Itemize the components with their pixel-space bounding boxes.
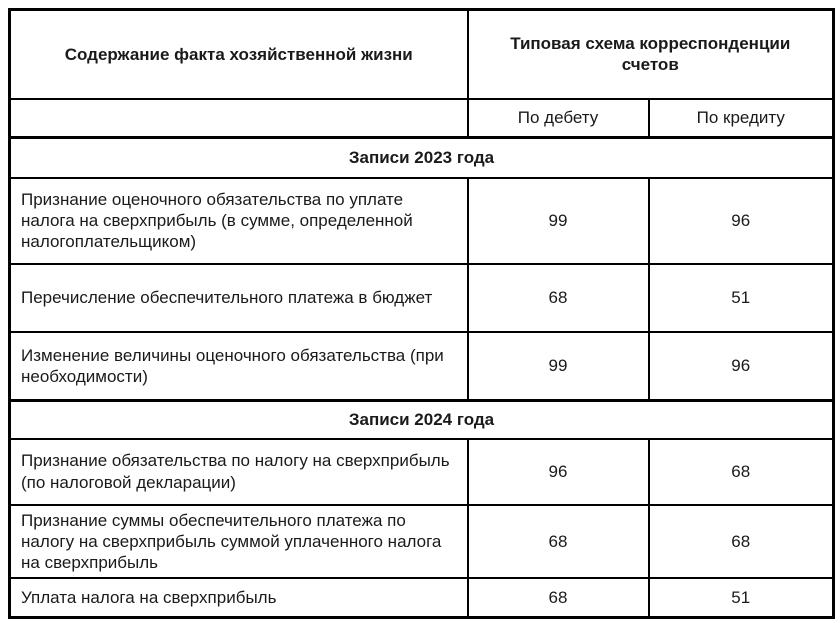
credit-cell: 96 (649, 178, 834, 264)
description-cell: Признание обязательства по налогу на сверхприбыль (по налоговой декларации) (10, 439, 468, 505)
debit-cell: 68 (468, 264, 649, 332)
header-cell-credit: По кредиту (649, 99, 834, 138)
credit-cell: 51 (649, 578, 834, 617)
table-row (10, 178, 834, 264)
table-row (10, 264, 834, 332)
table-row (10, 332, 834, 401)
debit-cell: 96 (468, 439, 649, 505)
credit-cell: 96 (649, 332, 834, 401)
table-subheader-row (10, 99, 834, 138)
description-cell: Перечисление обеспечительного платежа в бюджет (10, 264, 468, 332)
header-cell-debit: По дебету (468, 99, 649, 138)
table-row (10, 439, 834, 505)
header-cell-description: Содержание факта хозяйственной жизни (10, 10, 468, 99)
empty-header-cell (10, 99, 468, 138)
header-cell-correspondence: Типовая схема корреспонденции счетов (468, 10, 834, 99)
description-cell: Изменение величины оценочного обязательства (при необходимости) (10, 332, 468, 401)
table-row (10, 505, 834, 579)
table-row (10, 578, 834, 617)
section-row-2024 (10, 401, 834, 439)
description-cell: Признание оценочного обязательства по уплате налога на сверхприбыль (в сумме, определенной налогоплательщиком) (10, 178, 468, 264)
description-cell: Признание суммы обеспечительного платежа по налогу на сверхприбыль суммой уплаченного налога на сверхприбыль (10, 505, 468, 579)
debit-cell: 99 (468, 332, 649, 401)
table-header-row (10, 10, 834, 99)
section-title: Записи 2024 года (10, 401, 834, 439)
section-title: Записи 2023 года (10, 138, 834, 178)
debit-cell: 99 (468, 178, 649, 264)
credit-cell: 68 (649, 439, 834, 505)
debit-cell: 68 (468, 578, 649, 617)
description-cell: Уплата налога на сверхприбыль (10, 578, 468, 617)
debit-cell: 68 (468, 505, 649, 579)
correspondence-table (8, 8, 835, 619)
section-row-2023 (10, 138, 834, 178)
credit-cell: 51 (649, 264, 834, 332)
credit-cell: 68 (649, 505, 834, 579)
